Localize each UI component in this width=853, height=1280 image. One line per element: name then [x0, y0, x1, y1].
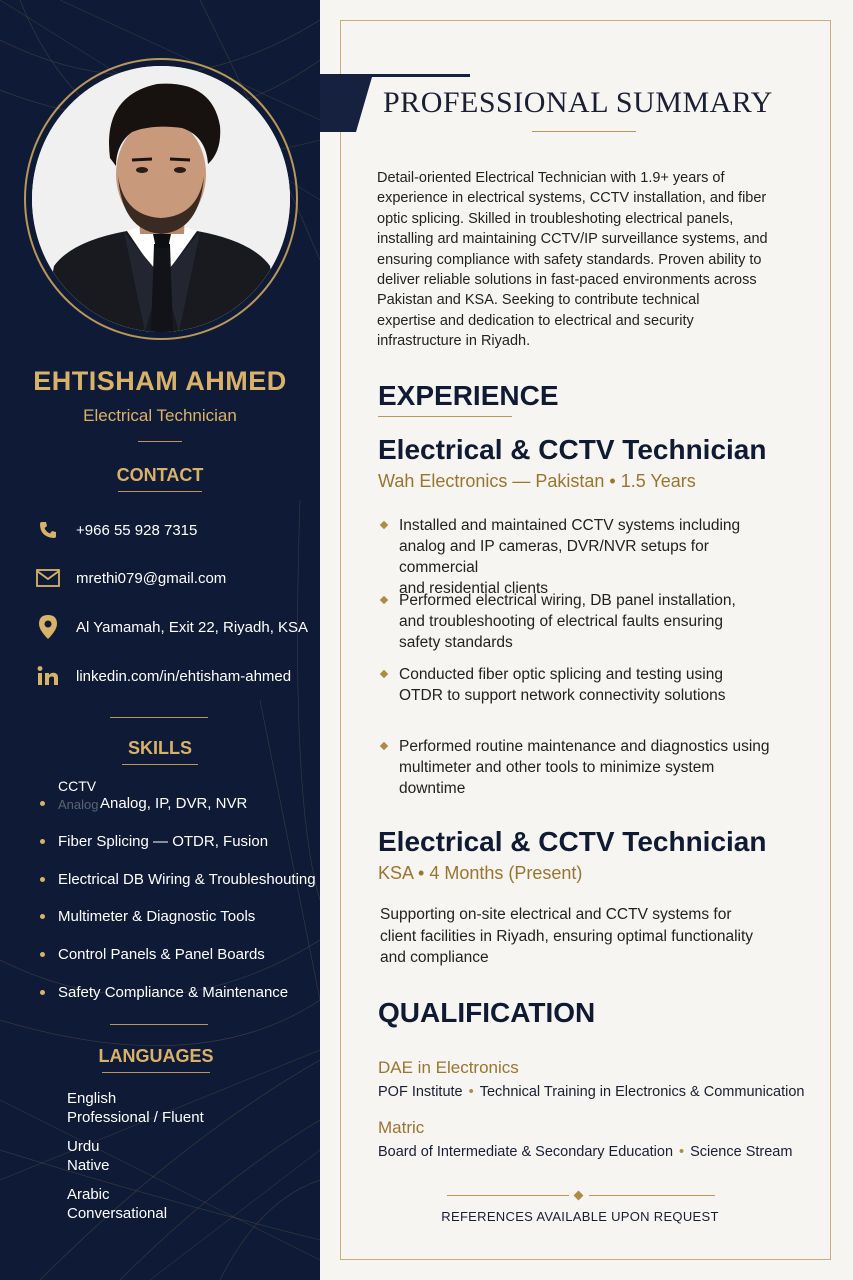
skill-item: Electrical DB Wiring & Troubleshouting: [40, 871, 316, 888]
divider: [122, 764, 198, 765]
qualification-detail: Board of Intermediate & Secondary Education • Science Stream: [378, 1144, 793, 1160]
profile-photo: [32, 66, 290, 332]
summary-heading: PROFESSIONAL SUMMARY: [383, 86, 773, 119]
language-item: Urdu Native: [67, 1138, 110, 1174]
bullet-dot: [40, 914, 45, 919]
qualification-detail: POF Institute • Technical Training in Electronics & Communication: [378, 1084, 805, 1100]
experience-heading: EXPERIENCE: [378, 380, 559, 411]
mail-icon: [36, 566, 60, 590]
job-company: Wah Electronics — Pakistan • 1.5 Years: [378, 471, 696, 491]
diamond-bullet-icon: [380, 742, 388, 750]
job-bullet: Performed routine maintenance and diagnostics using multimeter and other tools to minimize system downtime: [380, 736, 790, 799]
diamond-bullet-icon: [380, 670, 388, 678]
contact-phone[interactable]: [36, 517, 197, 543]
divider: [118, 491, 202, 492]
summary-paragraph: Detail-oriented Electrical Technician with 1.9+ years of experience in electrical systems, CCTV installation, and fiber optic splicing. Skilled in troubleshoting electrical panels, installing ard maintaining CCTV/IP surveillance systems, and ensuring compliance with safety standards. Proven ability to deliver reliable solutions in fast-paced environments across Pakistan and KSA. Seeking to contribute technical expertise and dedication to electrical and security infrastructure in Riyadh.: [377, 170, 768, 350]
sidebar: [0, 0, 320, 1280]
location-pin-icon: [36, 615, 60, 639]
bullet-dot: [40, 839, 45, 844]
qualification-heading: QUALIFICATION: [378, 997, 596, 1028]
qualification-title: DAE in Electronics: [378, 1058, 519, 1077]
job-company: KSA • 4 Months (Present): [378, 863, 583, 883]
contact-text: mrethi079@gmail.com: [76, 569, 227, 587]
contact-text: linkedin.com/in/ehtisham-ahmed: [76, 667, 292, 685]
job-bullet: Installed and maintained CCTV systems including analog and IP cameras, DVR/NVR setups for commercial and residential clients: [380, 515, 790, 599]
skill-prefix: CCTV: [58, 778, 97, 794]
job-description: Supporting on-site electrical and CCTV systems for client facilities in Riyadh, ensuring optimal functionality and compliance: [380, 906, 754, 966]
bullet-dot: [40, 952, 45, 957]
divider: [589, 1195, 715, 1196]
contact-heading: CONTACT: [116, 465, 204, 485]
diamond-bullet-icon: [380, 596, 388, 604]
bullet-dot: [40, 990, 45, 995]
contact-email[interactable]: [36, 565, 226, 591]
skill-item: Control Panels & Panel Boards: [40, 946, 265, 963]
skill-item: Analog, IP, DVR, NVR: [40, 795, 247, 812]
divider: [110, 1024, 208, 1025]
skill-item: Fiber Splicing — OTDR, Fusion: [40, 833, 268, 850]
contact-linkedin[interactable]: [36, 663, 291, 689]
divider: [138, 441, 182, 442]
job-title: Electrical & CCTV Technician: [378, 434, 767, 465]
contact-address: [36, 614, 308, 640]
candidate-role: Electrical Technician: [83, 406, 237, 425]
candidate-name: EHTISHAM AHMED: [33, 366, 287, 396]
bullet-dot: [40, 877, 45, 882]
contact-text: +966 55 928 7315: [76, 521, 198, 539]
skill-item: Safety Compliance & Maintenance: [40, 984, 288, 1001]
divider: [447, 1195, 569, 1196]
skill-prefix-ghost: Analog: [58, 797, 99, 812]
qualification-title: Matric: [378, 1118, 425, 1137]
job-title: Electrical & CCTV Technician: [378, 826, 767, 857]
language-item: Arabic Conversational: [67, 1186, 168, 1222]
language-item: English Professional / Fluent: [67, 1090, 204, 1126]
divider: [532, 131, 636, 132]
divider: [102, 1072, 210, 1073]
phone-icon: [36, 518, 60, 542]
linkedin-icon: [36, 664, 60, 688]
diamond-bullet-icon: [380, 521, 388, 529]
divider: [110, 717, 208, 718]
skills-heading: SKILLS: [127, 738, 192, 758]
job-bullet: Conducted fiber optic splicing and testing using OTDR to support network connectivity solutions: [380, 664, 790, 706]
divider: [378, 416, 512, 417]
contact-text: Al Yamamah, Exit 22, Riyadh, KSA: [76, 618, 309, 636]
job-bullet: Performed electrical wiring, DB panel installation, and troubleshooting of electrical faults ensuring safety standards: [380, 590, 790, 653]
bullet-dot: [40, 801, 45, 806]
references-note: REFERENCES AVAILABLE UPON REQUEST: [441, 1209, 719, 1224]
skill-item: Multimeter & Diagnostic Tools: [40, 908, 255, 925]
languages-heading: LANGUAGES: [98, 1046, 214, 1066]
